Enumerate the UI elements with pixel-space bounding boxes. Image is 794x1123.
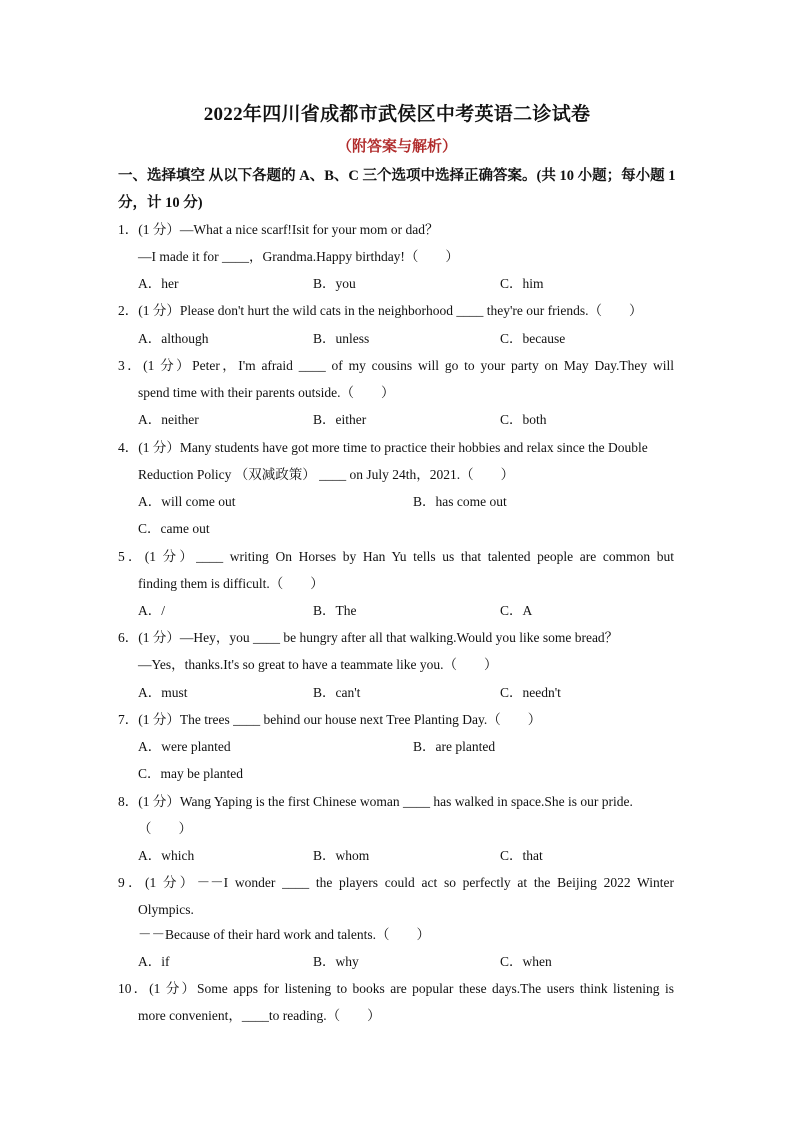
question-7-line-1: 7．(1 分）The trees ____ behind our house next Tree Planting Day.（ ） xyxy=(118,712,542,727)
page-title: 2022年四川省成都市武侯区中考英语二诊试卷 xyxy=(203,104,591,125)
question-4-option-a: A．will come out xyxy=(138,494,236,509)
question-7-option-b: B．are planted xyxy=(413,739,496,754)
question-8-option-a: A．which xyxy=(138,848,195,863)
question-4-line-1: 4．(1 分）Many students have got more time to practice their hobbies and relax since the Double xyxy=(118,440,648,455)
question-3-line-1: 3．(1 分）Peter，I'm afraid ____ of my cousins will go to your party on May Day.They will xyxy=(118,358,674,373)
question-10-line-2: more convenient，____to reading.（ ） xyxy=(138,1008,381,1023)
question-8-option-b: B．whom xyxy=(313,848,370,863)
question-3-line-2: spend time with their parents outside.（ ） xyxy=(138,385,395,400)
question-9-line-1: 9．(1 分）－－I wonder ____ the players could act so perfectly at the Beijing 2022 Winter xyxy=(118,875,674,890)
question-9-option-a: A．if xyxy=(138,954,170,969)
question-7-option-a: A．were planted xyxy=(138,739,231,754)
question-1-option-c: C．him xyxy=(500,276,544,291)
question-1-line-1: 1．(1 分）—What a nice scarf!Isit for your mom or dad？ xyxy=(118,222,439,237)
question-5-option-b: B．The xyxy=(313,603,357,618)
question-8-line-1: 8．(1 分）Wang Yaping is the first Chinese woman ____ has walked in space.She is our pride. xyxy=(118,794,633,809)
question-1-option-b: B．you xyxy=(313,276,356,291)
question-5-line-2: finding them is difficult.（ ） xyxy=(138,576,324,591)
section-heading-line-1: 一、选择填空 从以下各题的 A、B、C 三个选项中选择正确答案。(共 10 小题；每小题 1 xyxy=(118,168,676,184)
question-3-option-b: B．either xyxy=(313,412,367,427)
question-4-option-c: C．came out xyxy=(138,521,210,536)
question-5-option-a: A．/ xyxy=(138,603,165,618)
question-6-line-1: 6．(1 分）—Hey，you ____ be hungry after all that walking.Would you like some bread？ xyxy=(118,630,619,645)
question-8-line-2: （ ） xyxy=(138,821,192,836)
question-9-line-2: Olympics. xyxy=(138,902,194,917)
question-3-option-a: A．neither xyxy=(138,412,199,427)
question-3-option-c: C．both xyxy=(500,412,547,427)
question-8-option-c: C．that xyxy=(500,848,543,863)
page-subtitle: （附答案与解析） xyxy=(336,139,457,155)
question-9-line-3: －－Because of their hard work and talents.（ ） xyxy=(138,927,431,942)
question-10-line-1: 10．(1 分）Some apps for listening to books are popular these days.The users think listening is xyxy=(118,981,674,996)
question-4-line-2: Reduction Policy （双减政策） ____ on July 24th，2021.（ ） xyxy=(138,467,515,482)
question-2-option-a: A．although xyxy=(138,331,209,346)
question-9-option-b: B．why xyxy=(313,954,359,969)
question-6-option-b: B．can't xyxy=(313,685,361,700)
question-7-option-c: C．may be planted xyxy=(138,766,243,781)
question-6-option-c: C．needn't xyxy=(500,685,561,700)
question-9-option-c: C．when xyxy=(500,954,552,969)
question-2-option-b: B．unless xyxy=(313,331,370,346)
question-6-option-a: A．must xyxy=(138,685,188,700)
question-4-option-b: B．has come out xyxy=(413,494,507,509)
question-6-line-2: —Yes，thanks.It's so great to have a teammate like you.（ ） xyxy=(138,657,498,672)
question-1-line-2: —I made it for ____，Grandma.Happy birthday!（ ） xyxy=(138,249,459,264)
question-2-option-c: C．because xyxy=(500,331,566,346)
question-5-line-1: 5．(1 分）____ writing On Horses by Han Yu tells us that talented people are common but xyxy=(118,549,674,564)
question-5-option-c: C．A xyxy=(500,603,533,618)
question-2-line-1: 2．(1 分）Please don't hurt the wild cats in the neighborhood ____ they're our friends.（ ） xyxy=(118,303,643,318)
section-heading-line-2: 分，计 10 分) xyxy=(118,195,203,211)
question-1-option-a: A．her xyxy=(138,276,179,291)
